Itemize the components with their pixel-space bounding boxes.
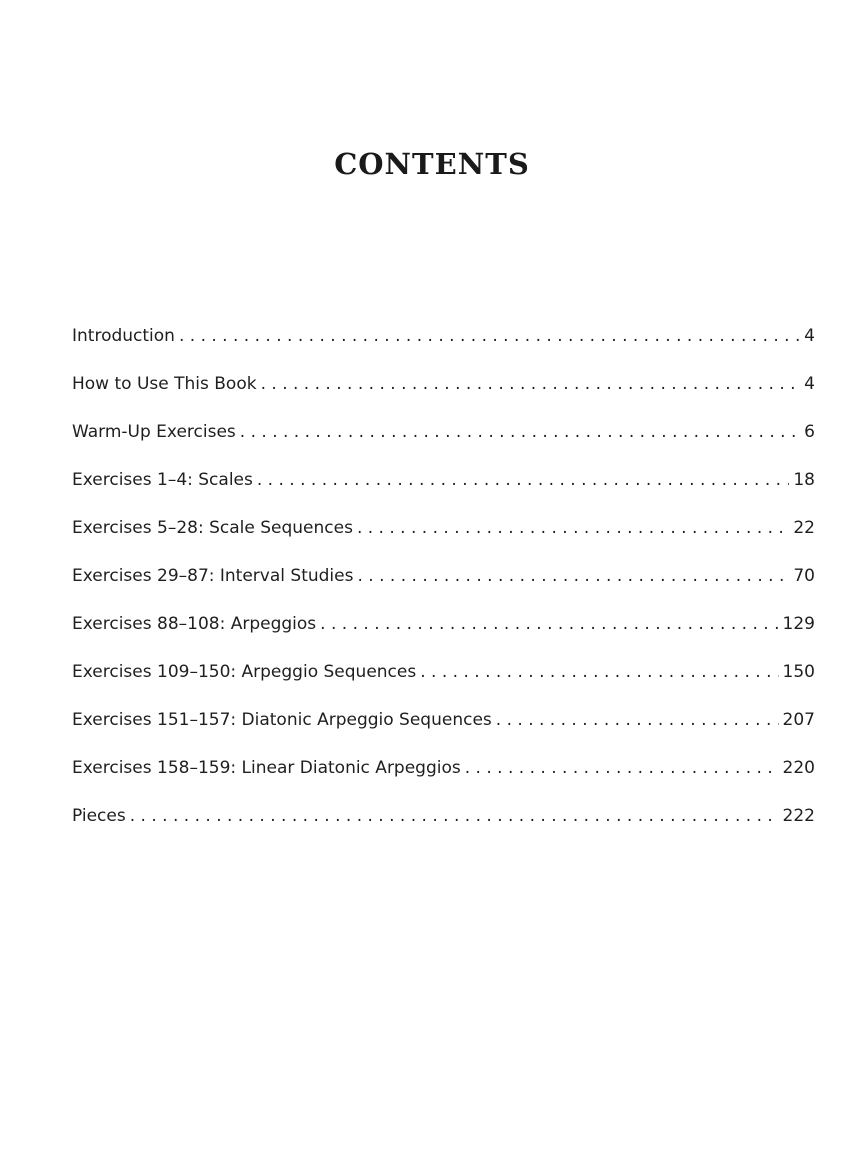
toc-entry-scales[interactable]	[72, 466, 815, 514]
table-of-contents	[72, 322, 815, 850]
dot-leader	[130, 802, 779, 830]
dot-leader	[240, 418, 800, 446]
toc-entry-page-number: 4	[804, 326, 815, 346]
dot-leader	[357, 562, 789, 590]
dot-leader	[257, 466, 790, 494]
dot-leader	[261, 370, 801, 398]
page-title: CONTENTS	[334, 147, 530, 181]
toc-entry-page-number: 6	[804, 422, 815, 442]
toc-entry-page-number: 207	[782, 710, 815, 730]
toc-entry-page-number: 22	[793, 518, 815, 538]
toc-entry-label: Exercises 29–87: Interval Studies	[72, 566, 354, 586]
dot-leader	[179, 322, 800, 350]
dot-leader	[465, 754, 779, 782]
toc-entry-page-number: 222	[782, 806, 815, 826]
toc-entry-label: Exercises 88–108: Arpeggios	[72, 614, 317, 634]
toc-entry-arpeggios[interactable]	[72, 610, 815, 658]
toc-entry-page-number: 220	[782, 758, 815, 778]
dot-leader	[420, 658, 778, 686]
dot-leader	[496, 706, 779, 734]
toc-entry-scale-sequences[interactable]	[72, 514, 815, 562]
toc-entry-warm-up[interactable]	[72, 418, 815, 466]
toc-entry-diatonic-arpeggio-sequences[interactable]	[72, 706, 815, 754]
toc-entry-label: Exercises 1–4: Scales	[72, 470, 253, 490]
toc-entry-interval-studies[interactable]	[72, 562, 815, 610]
toc-entry-label: Pieces	[72, 806, 126, 826]
toc-entry-how-to-use[interactable]	[72, 370, 815, 418]
toc-entry-page-number: 129	[782, 614, 815, 634]
dot-leader	[357, 514, 789, 542]
toc-entry-label: Introduction	[72, 326, 175, 346]
toc-entry-linear-diatonic-arpeggios[interactable]	[72, 754, 815, 802]
toc-entry-page-number: 150	[782, 662, 815, 682]
toc-entry-introduction[interactable]	[72, 322, 815, 370]
toc-entry-label: Exercises 109–150: Arpeggio Sequences	[72, 662, 417, 682]
toc-entry-label: How to Use This Book	[72, 374, 257, 394]
toc-entry-pieces[interactable]	[72, 802, 815, 850]
toc-entry-label: Exercises 5–28: Scale Sequences	[72, 518, 353, 538]
toc-entry-page-number: 70	[793, 566, 815, 586]
toc-entry-label: Exercises 158–159: Linear Diatonic Arpeggios	[72, 758, 461, 778]
toc-entry-label: Exercises 151–157: Diatonic Arpeggio Sequences	[72, 710, 492, 730]
toc-entry-page-number: 4	[804, 374, 815, 394]
toc-entry-label: Warm-Up Exercises	[72, 422, 236, 442]
dot-leader	[320, 610, 778, 638]
toc-entry-arpeggio-sequences[interactable]	[72, 658, 815, 706]
toc-entry-page-number: 18	[793, 470, 815, 490]
